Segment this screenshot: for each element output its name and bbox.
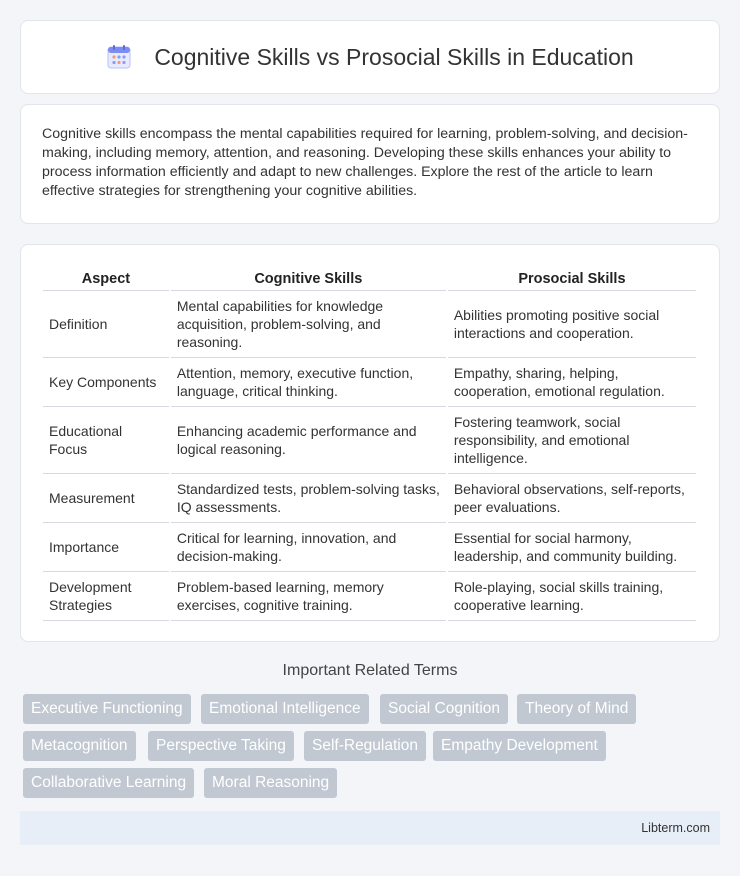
table-row <box>43 523 696 572</box>
column-header: Cognitive Skills <box>171 265 446 291</box>
tag-theory-of-mind[interactable]: Theory of Mind <box>517 694 636 724</box>
tag-perspective-taking[interactable]: Perspective Taking <box>148 731 294 761</box>
table-cell: Enhancing academic performance and logical reasoning. <box>171 407 446 474</box>
column-header: Aspect <box>43 265 169 291</box>
table-row <box>43 291 696 358</box>
table-cell: Empathy, sharing, helping, cooperation, emotional regulation. <box>448 358 696 407</box>
table-row <box>43 474 696 523</box>
table-cell: Measurement <box>43 474 169 523</box>
table-cell: Abilities promoting positive social interactions and cooperation. <box>448 291 696 358</box>
table-cell: Importance <box>43 523 169 572</box>
footer <box>20 811 720 845</box>
related-terms-title: Important Related Terms <box>282 662 458 679</box>
table-cell: Definition <box>43 291 169 358</box>
table-row <box>43 572 696 621</box>
table-header-row <box>43 265 696 291</box>
page-title: Cognitive Skills vs Prosocial Skills in Education <box>154 43 634 70</box>
table-cell: Critical for learning, innovation, and decision-making. <box>171 523 446 572</box>
tag-executive-functioning[interactable]: Executive Functioning <box>23 694 191 724</box>
table-cell: Key Components <box>43 358 169 407</box>
table-cell: Attention, memory, executive function, language, critical thinking. <box>171 358 446 407</box>
table-cell: Educational Focus <box>43 407 169 474</box>
tag-collaborative-learning[interactable]: Collaborative Learning <box>23 768 194 798</box>
comparison-table <box>41 265 698 621</box>
tag-metacognition[interactable]: Metacognition <box>23 731 136 761</box>
table-cell: Essential for social harmony, leadership, and community building. <box>448 523 696 572</box>
tag-self-regulation[interactable]: Self-Regulation <box>304 731 426 761</box>
tag-empathy-development[interactable]: Empathy Development <box>433 731 606 761</box>
calendar-grid-icon <box>106 44 132 70</box>
header-card <box>20 20 720 94</box>
table-cell: Behavioral observations, self-reports, peer evaluations. <box>448 474 696 523</box>
table-cell: Standardized tests, problem-solving tasks, IQ assessments. <box>171 474 446 523</box>
table-cell: Development Strategies <box>43 572 169 621</box>
tag-social-cognition[interactable]: Social Cognition <box>380 694 508 724</box>
intro-card <box>20 104 720 224</box>
table-row <box>43 407 696 474</box>
tag-emotional-intelligence[interactable]: Emotional Intelligence <box>201 694 369 724</box>
table-row <box>43 358 696 407</box>
footer-link[interactable]: Libterm.com <box>641 821 710 835</box>
table-cell: Role-playing, social skills training, cooperative learning. <box>448 572 696 621</box>
column-header: Prosocial Skills <box>448 265 696 291</box>
table-cell: Mental capabilities for knowledge acquisition, problem-solving, and reasoning. <box>171 291 446 358</box>
table-cell: Problem-based learning, memory exercises, cognitive training. <box>171 572 446 621</box>
intro-text: Cognitive skills encompass the mental capabilities required for learning, problem-solving, and decision-making, including memory, attention, and reasoning. Developing these skills enhances your ability to process information efficiently and adapt to new challenges. Explore the rest of the article to learn effective strategies for strengthening your cognitive abilities. <box>42 126 688 199</box>
comparison-card <box>20 244 720 642</box>
tag-moral-reasoning[interactable]: Moral Reasoning <box>204 768 337 798</box>
table-cell: Fostering teamwork, social responsibility, and emotional intelligence. <box>448 407 696 474</box>
